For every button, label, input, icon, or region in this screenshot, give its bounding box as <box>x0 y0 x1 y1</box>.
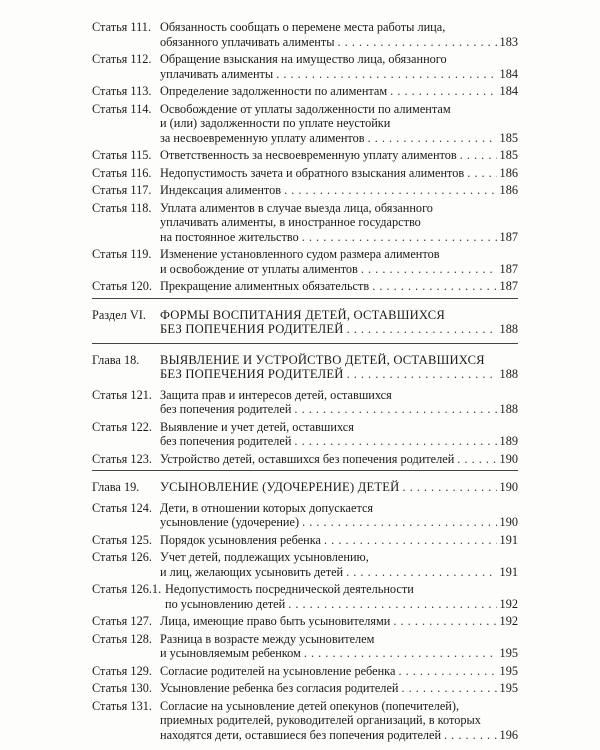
dot-leader <box>460 148 497 163</box>
dot-leader <box>302 230 497 245</box>
table-of-contents <box>92 20 518 745</box>
page-number: 187 <box>499 279 518 293</box>
toc-entry[interactable] <box>92 664 518 679</box>
page-number: 196 <box>499 727 518 742</box>
article-title-line: Учет детей, подлежащих усыновлению, <box>160 550 369 564</box>
article-title-line: Устройство детей, оставшихся без попечения родителей <box>160 451 455 466</box>
article-title-line: Ответственность за несвоевременную уплату алиментов <box>160 148 457 162</box>
dot-leader <box>444 728 496 743</box>
article-title-line: Порядок усыновления ребенка <box>160 532 322 547</box>
section-title-line: БЕЗ ПОПЕЧЕНИЯ РОДИТЕЛЕЙ <box>160 322 344 336</box>
article-title-line: уплачивать алименты <box>160 66 274 81</box>
page-number: 185 <box>499 130 518 145</box>
article-label: Статья 124. <box>92 500 152 515</box>
article-title-line: и (или) задолженности по уплате неустойки <box>160 116 391 130</box>
divider <box>92 298 518 299</box>
toc-entry[interactable] <box>92 533 518 548</box>
article-title-line: Дети, в отношении которых допускается <box>160 500 374 515</box>
article-title-line: Недопустимость посреднической деятельности <box>165 582 414 596</box>
page-number: 190 <box>499 515 518 529</box>
toc-entry[interactable] <box>92 420 518 449</box>
article-title-line: без попечения родителей <box>160 402 292 416</box>
toc-entry[interactable] <box>92 247 518 276</box>
article-label: Статья 123. <box>92 451 152 466</box>
article-title-line: Лица, имеющие право быть усыновителями <box>160 614 391 628</box>
article-title-line: за несвоевременную уплату алиментов <box>160 130 365 145</box>
page-number: 191 <box>499 564 518 579</box>
dot-leader <box>398 664 496 679</box>
article-label: Статья 131. <box>92 698 152 713</box>
dot-leader <box>467 166 496 181</box>
article-label: Статья 122. <box>92 419 152 434</box>
dot-leader <box>402 480 496 495</box>
toc-entry[interactable] <box>92 501 518 530</box>
page-number: 192 <box>499 596 518 611</box>
article-title-line: и лиц, желающих усыновить детей <box>160 564 344 579</box>
page-number: 195 <box>499 663 518 678</box>
chapter-title-line: БЕЗ ПОПЕЧЕНИЯ РОДИТЕЛЕЙ <box>160 367 344 381</box>
article-label: Статья 111. <box>92 20 152 34</box>
article-label: Статья 112. <box>92 52 152 66</box>
article-label: Статья 115. <box>92 148 152 162</box>
toc-entry[interactable] <box>92 550 518 579</box>
divider <box>92 343 518 344</box>
toc-entry[interactable] <box>92 201 518 245</box>
article-title-line: уплачивать алименты, в иностранное государство <box>160 215 421 229</box>
page-number: 192 <box>499 614 518 628</box>
article-title-line: находятся дети, оставшиеся без попечения родителей <box>160 727 442 742</box>
chapter-heading[interactable] <box>92 353 518 382</box>
article-label: Статья 126.1. <box>92 582 162 596</box>
page-number: 195 <box>499 646 518 660</box>
section-heading[interactable] <box>92 308 518 337</box>
dot-leader <box>276 67 496 82</box>
chapter-title-line: ВЫЯВЛЕНИЕ И УСТРОЙСТВО ДЕТЕЙ, ОСТАВШИХСЯ <box>160 352 485 367</box>
article-title-line: Индексация алиментов <box>160 183 282 197</box>
article-title-line: Выявление и учет детей, оставшихся <box>160 419 354 434</box>
page-number: 190 <box>499 480 518 494</box>
toc-entry[interactable] <box>92 681 518 696</box>
page-number: 190 <box>499 451 518 466</box>
chapter-label: Глава 18. <box>92 352 140 367</box>
article-label: Статья 113. <box>92 84 152 98</box>
article-title-line: Обязанность сообщать о перемене места работы лица, <box>160 20 446 34</box>
dot-leader <box>368 131 497 146</box>
chapter-title-line: УСЫНОВЛЕНИЕ (УДОЧЕРЕНИЕ) ДЕТЕЙ <box>160 480 400 494</box>
article-title-line: усыновление (удочерение) <box>160 515 300 529</box>
article-title-line: Разница в возрасте между усыновителем <box>160 631 375 646</box>
toc-entry[interactable] <box>92 102 518 146</box>
article-label: Статья 116. <box>92 165 152 180</box>
dot-leader <box>347 322 497 337</box>
article-title-line: Согласие на усыновление детей опекунов (попечителей), <box>160 698 460 713</box>
article-label: Статья 114. <box>92 101 152 116</box>
article-label: Статья 129. <box>92 663 152 678</box>
dot-leader <box>401 681 496 696</box>
page-number: 185 <box>499 148 518 162</box>
dot-leader <box>302 515 496 530</box>
toc-entry[interactable] <box>92 582 518 611</box>
toc-entry[interactable] <box>92 183 518 198</box>
page-number: 195 <box>499 681 518 695</box>
article-label: Статья 118. <box>92 200 152 215</box>
article-label: Статья 119. <box>92 247 152 261</box>
page-number: 188 <box>499 322 518 336</box>
toc-entry[interactable] <box>92 279 518 294</box>
dot-leader <box>347 367 497 382</box>
article-title-line: обязанного уплачивать алименты <box>160 34 335 49</box>
articles-111-120 <box>92 20 518 294</box>
article-label: Статья 117. <box>92 183 152 197</box>
article-title-line: Определение задолженности по алиментам <box>160 84 388 98</box>
article-title-line: без попечения родителей <box>160 434 292 448</box>
toc-entry[interactable] <box>92 614 518 629</box>
page-number: 183 <box>499 34 518 49</box>
article-title-line: и усыновляемым ребенком <box>160 646 301 660</box>
toc-entry[interactable] <box>92 166 518 181</box>
page-number: 186 <box>499 165 518 180</box>
page-number: 191 <box>499 532 518 547</box>
section-title-line: ФОРМЫ ВОСПИТАНИЯ ДЕТЕЙ, ОСТАВШИХСЯ <box>160 307 445 322</box>
dot-leader <box>294 434 496 449</box>
toc-entry[interactable] <box>92 20 518 49</box>
dot-leader <box>324 533 497 548</box>
toc-entry[interactable] <box>92 148 518 163</box>
article-title-line: Усыновление ребенка без согласия родителей <box>160 681 399 695</box>
article-label: Статья 126. <box>92 550 152 564</box>
toc-entry[interactable] <box>92 388 518 417</box>
article-title-line: Обращение взыскания на имущество лица, обязанного <box>160 52 447 66</box>
article-title-line: на постоянное жительство <box>160 229 299 244</box>
article-title-line: Защита прав и интересов детей, оставшихся <box>160 387 392 402</box>
dot-leader <box>346 565 496 580</box>
articles-124-131 <box>92 501 518 743</box>
page-number: 188 <box>499 402 518 416</box>
dot-leader <box>304 646 497 661</box>
page-number: 188 <box>499 367 518 381</box>
page-number: 184 <box>499 66 518 81</box>
toc-entry[interactable] <box>92 84 518 99</box>
toc-entry[interactable] <box>92 52 518 81</box>
chapter-heading[interactable] <box>92 480 518 495</box>
article-title-line: Освобождение от уплаты задолженности по алиментам <box>160 101 451 116</box>
dot-leader <box>294 402 496 417</box>
page-number: 184 <box>499 84 518 98</box>
chapter-label: Глава 19. <box>92 480 140 494</box>
article-label: Статья 128. <box>92 631 152 646</box>
article-title-line: Уплата алиментов в случае выезда лица, обязанного <box>160 200 433 215</box>
article-title-line: приемных родителей, руководителей организаций, в которых <box>160 713 481 727</box>
dot-leader <box>393 614 496 629</box>
article-title-line: Недопустимость зачета и обратного взыскания алиментов <box>160 165 465 180</box>
dot-leader <box>457 452 496 467</box>
article-label: Статья 120. <box>92 279 152 293</box>
article-title-line: по усыновлению детей <box>165 596 286 611</box>
toc-entry[interactable] <box>92 699 518 743</box>
dot-leader <box>372 279 496 294</box>
page-number: 189 <box>499 434 518 448</box>
article-title-line: Прекращение алиментных обязательств <box>160 279 370 293</box>
article-label: Статья 121. <box>92 387 152 402</box>
article-label: Статья 127. <box>92 614 152 628</box>
dot-leader <box>390 84 496 99</box>
page-number: 186 <box>499 183 518 197</box>
article-title-line: Изменение установленного судом размера алиментов <box>160 247 440 261</box>
article-title-line: Согласие родителей на усыновление ребенка <box>160 663 396 678</box>
article-title-line: и освобождение от уплаты алиментов <box>160 261 358 276</box>
dot-leader <box>288 597 496 612</box>
page-number: 187 <box>499 229 518 244</box>
page-number: 187 <box>499 261 518 276</box>
toc-entry[interactable] <box>92 452 518 467</box>
toc-entry[interactable] <box>92 632 518 661</box>
divider <box>92 470 518 471</box>
dot-leader <box>338 35 497 50</box>
dot-leader <box>284 183 496 198</box>
article-label: Статья 125. <box>92 532 152 547</box>
dot-leader <box>361 262 497 277</box>
articles-121-123 <box>92 388 518 467</box>
section-label: Раздел VI. <box>92 307 146 322</box>
article-label: Статья 130. <box>92 681 152 695</box>
